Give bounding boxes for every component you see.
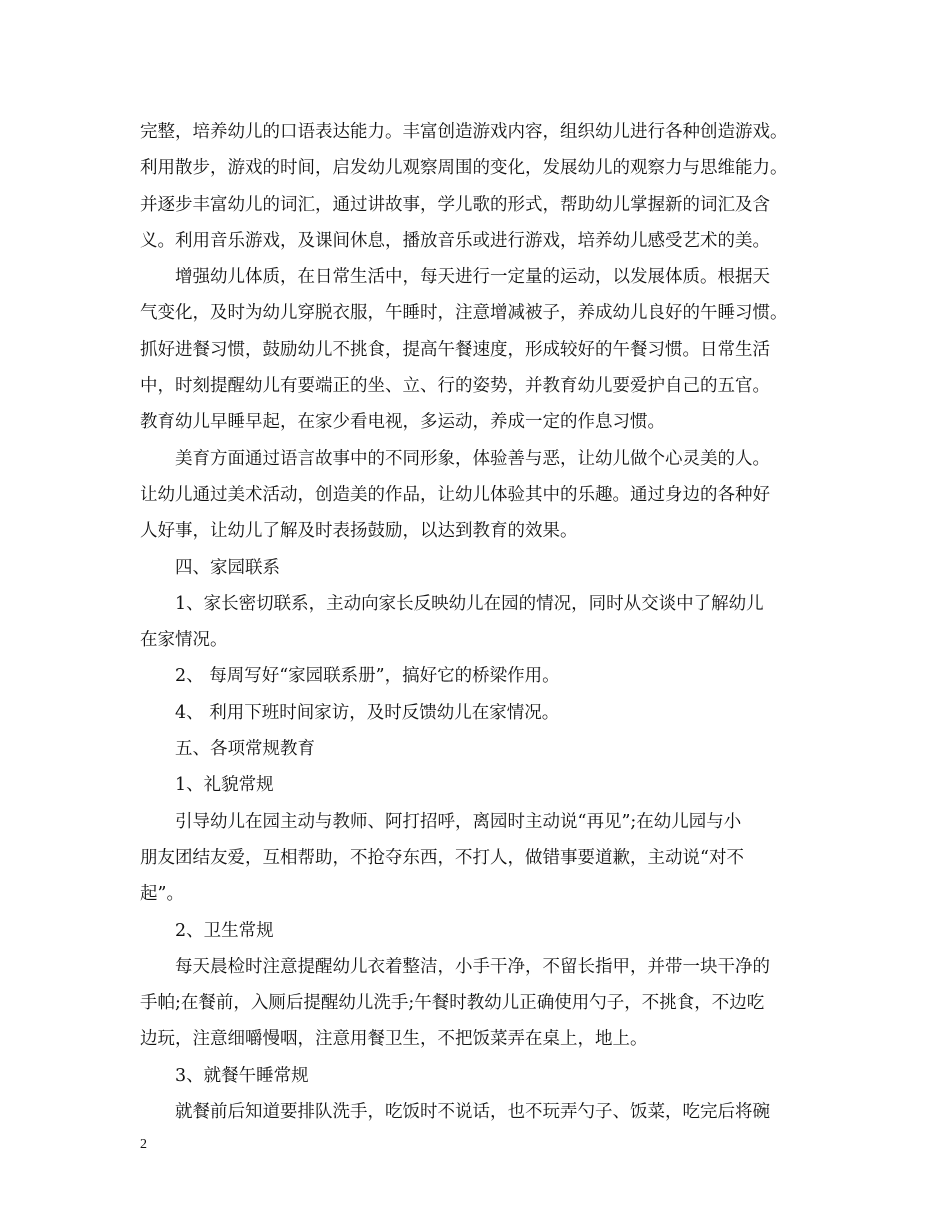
text-line: 在家情况。 <box>140 630 228 651</box>
text-line: 1、礼貌常规 <box>175 775 274 796</box>
text-line: 就餐前后知道要排队洗手，吃饭时不说话，也不玩弄勺子、饭菜，吃完后将碗 <box>175 1102 770 1123</box>
text-line: 四、家园联系 <box>175 557 280 578</box>
text-line: 利用散步，游戏的时间，启发幼儿观察周围的变化，发展幼儿的观察力与思维能力。 <box>140 158 788 179</box>
text-line: 4、 利用下班时间家访，及时反馈幼儿在家情况。 <box>175 702 560 723</box>
text-line: 1、家长密切联系，主动向家长反映幼儿在园的情况，同时从交谈中了解幼儿 <box>175 593 764 614</box>
text-line: 中，时刻提醒幼儿有要端正的坐、立、行的姿势，并教育幼儿要爱护自己的五官。 <box>140 376 770 397</box>
text-line: 人好事，让幼儿了解及时表扬鼓励，以达到教育的效果。 <box>140 521 578 542</box>
text-line: 美育方面通过语言故事中的不同形象，体验善与恶，让幼儿做个心灵美的人。 <box>175 448 770 469</box>
text-line: 引导幼儿在园主动与教师、阿打招呼，离园时主动说“再见”;在幼儿园与小 <box>175 811 742 832</box>
text-line: 2、 每周写好“家园联系册”，搞好它的桥梁作用。 <box>175 666 560 687</box>
text-line: 起”。 <box>140 884 184 905</box>
text-line: 义。利用音乐游戏，及课间休息，播放音乐或进行游戏，培养幼儿感受艺术的美。 <box>140 230 770 251</box>
text-line: 边玩，注意细嚼慢咽，注意用餐卫生，不把饭菜弄在桌上，地上。 <box>140 1029 648 1050</box>
text-line: 每天晨检时注意提醒幼儿衣着整洁，小手干净，不留长指甲，并带一块干净的 <box>175 956 770 977</box>
text-line: 教育幼儿早睡早起，在家少看电视，多运动，养成一定的作息习惯。 <box>140 412 665 433</box>
text-line: 五、各项常规教育 <box>175 739 315 760</box>
page-number: 2 <box>140 1137 147 1152</box>
text-line: 朋友团结友爱，互相帮助，不抢夺东西，不打人，做错事要道歉，主动说“对不 <box>140 847 744 868</box>
text-line: 增强幼儿体质，在日常生活中，每天进行一定量的运动，以发展体质。根据天 <box>175 267 770 288</box>
text-line: 并逐步丰富幼儿的词汇，通过讲故事，学儿歌的形式，帮助幼儿掌握新的词汇及含 <box>140 194 770 215</box>
text-line: 3、就餐午睡常规 <box>175 1065 309 1086</box>
text-line: 2、卫生常规 <box>175 920 274 941</box>
text-line: 完整，培养幼儿的口语表达能力。丰富创造游戏内容，组织幼儿进行各种创造游戏。 <box>140 122 788 142</box>
text-line: 抓好进餐习惯，鼓励幼儿不挑食，提高午餐速度，形成较好的午餐习惯。日常生活 <box>140 339 770 360</box>
text-line: 让幼儿通过美术活动，创造美的作品，让幼儿体验其中的乐趣。通过身边的各种好 <box>140 484 770 505</box>
text-line: 手帕;在餐前，入厕后提醒幼儿洗手;午餐时教幼儿正确使用勺子，不挑食，不边吃 <box>140 993 765 1014</box>
body-text <box>140 114 820 1130</box>
text-line: 气变化，及时为幼儿穿脱衣服，午睡时，注意增减被子，养成幼儿良好的午睡习惯。 <box>140 303 788 324</box>
